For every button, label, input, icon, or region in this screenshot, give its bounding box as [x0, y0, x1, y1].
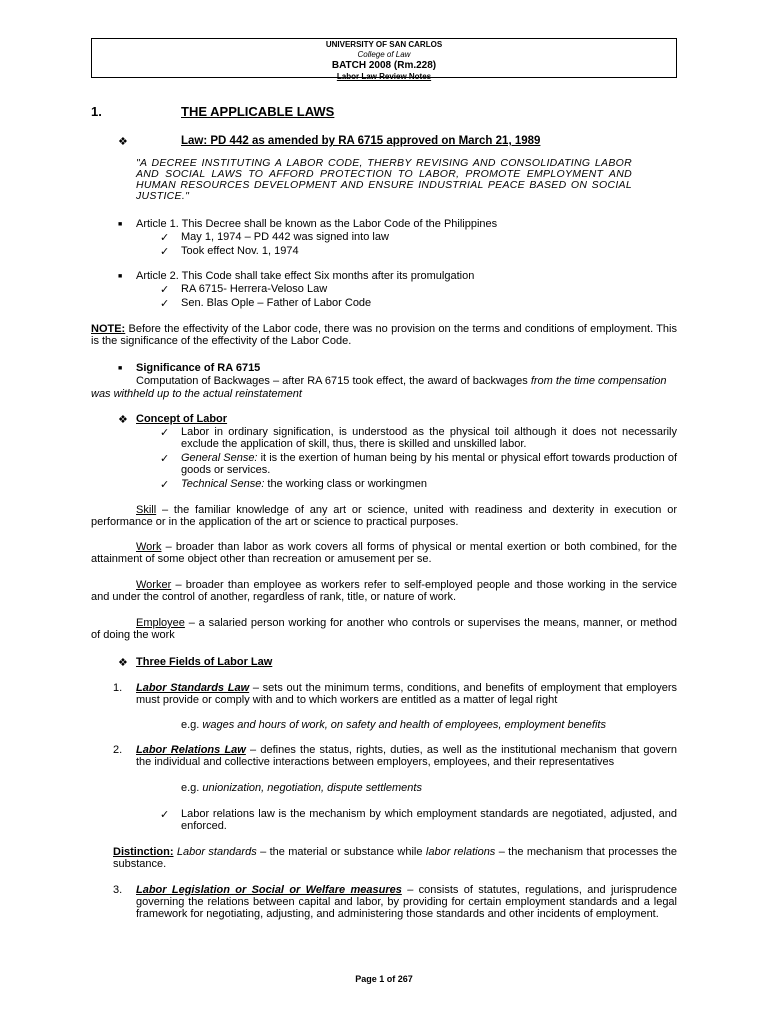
field-2-example: [181, 782, 422, 794]
concept-item-3-text: the working class or workingmen: [264, 478, 427, 490]
definition-work: [91, 541, 677, 565]
field-1-description: – sets out the minimum terms, conditions, and benefits of employment that employers must provide or comply with and to which workers are entitled as a matter of legal right: [136, 682, 677, 706]
definition-employee: [91, 617, 677, 641]
concept-item-2: [181, 452, 677, 476]
field-3-number: 3.: [113, 884, 123, 896]
distinction-label: Distinction:: [113, 846, 174, 858]
check-icon: ✓: [160, 246, 170, 258]
field-2-text: [136, 744, 677, 768]
field-2-example-prefix: e.g.: [181, 782, 203, 794]
diamond-bullet-icon: ❖: [118, 136, 128, 148]
significance-text-italic: from the time compensation was withheld up to the actual reinstatement: [91, 375, 667, 400]
field-1-number: 1.: [113, 682, 123, 694]
check-icon: ✓: [160, 453, 170, 465]
check-icon: ✓: [160, 479, 170, 491]
article-2-check-2: Sen. Blas Ople – Father of Labor Code: [181, 297, 372, 309]
distinction-b-text: – the mechanism that processes the substance.: [113, 846, 678, 870]
header-batch: BATCH 2008 (Rm.228): [331, 60, 437, 71]
concept-item-1: Labor in ordinary signification, is understood as the physical toil although it does not necessarily exclude the application of skill, thus, there is skilled and unskilled labor.: [181, 426, 677, 450]
note-paragraph: [91, 323, 677, 347]
field-3-term: Labor Legislation or Social or Welfare measures: [136, 884, 402, 896]
concept-item-2-label: General Sense:: [181, 452, 258, 464]
law-heading: Law: PD 442 as amended by RA 6715 approved on March 21, 1989: [181, 135, 541, 147]
article-2-text: Article 2. This Code shall take effect Six months after its promulgation: [136, 270, 475, 282]
definition-term: Employee: [136, 617, 185, 629]
distinction-a-term: Labor standards: [173, 846, 257, 858]
definition-worker: [91, 579, 677, 603]
article-1-check-2: Took effect Nov. 1, 1974: [181, 245, 299, 257]
article-2-check-1: RA 6715- Herrera-Veloso Law: [181, 283, 328, 295]
distinction-a-text: – the material or substance while: [256, 846, 426, 858]
definition-text: – a salaried person working for another who controls or supervises the means, manner, or method of doing the work: [91, 617, 677, 641]
diamond-bullet-icon: ❖: [118, 414, 128, 426]
concept-item-2-text: it is the exertion of human being by his mental or physical effort towards production of goods or services.: [181, 452, 678, 476]
field-2-term: Labor Relations Law: [136, 744, 246, 756]
page-footer: Page 1 of 267: [355, 974, 413, 984]
concept-item-3-label: Technical Sense:: [181, 478, 265, 490]
field-1-example-prefix: e.g.: [181, 719, 203, 731]
field-3-text: [136, 884, 677, 920]
concept-item-3: [181, 478, 427, 490]
field-1-example-text: wages and hours of work, on safety and health of employees, employment benefits: [202, 719, 606, 731]
field-2-example-text: unionization, negotiation, dispute settlements: [202, 782, 422, 794]
field-2-description: – defines the status, rights, duties, as well as the institutional mechanism that govern the individual and collective interactions between employers, employees, and their representatives: [136, 744, 677, 768]
definition-skill: [91, 504, 677, 528]
section-number: 1.: [91, 104, 102, 119]
article-1-text: Article 1. This Decree shall be known as the Labor Code of the Philippines: [136, 218, 498, 230]
article-1-check-1: May 1, 1974 – PD 442 was signed into law: [181, 231, 389, 243]
check-icon: ✓: [160, 427, 170, 439]
field-1-example: [181, 719, 606, 731]
decree-quote: "A DECREE INSTITUTING A LABOR CODE, THERBY REVISING AND CONSOLIDATING LABOR AND SOCIAL LAWS TO AFFORD PROTECTION TO LABOR, PROMOTE EMPLOYMENT AND HUMAN RESOURCES DEVELOPMENT AND ENSURE INDUSTRIAL PEACE BASED ON SOCIAL JUSTICE.": [136, 157, 632, 202]
distinction-b-term: labor relations: [425, 846, 496, 858]
square-bullet-icon: ■: [118, 221, 123, 228]
definition-term: Worker: [136, 579, 172, 591]
fields-heading: Three Fields of Labor Law: [136, 656, 273, 668]
definition-term: Skill: [136, 504, 157, 516]
section-title: THE APPLICABLE LAWS: [181, 104, 335, 119]
definition-text: – broader than employee as workers refer to self-employed people and those working in the service and under the control of another, regardless of rank, title, or nature of work.: [91, 579, 677, 603]
note-text: Before the effectivity of the Labor code, there was no provision on the terms and conditions of employment. This is the significance of the effectivity of the Labor Code.: [91, 323, 677, 347]
note-label: NOTE:: [91, 323, 126, 335]
significance-text-plain: Computation of Backwages – after RA 6715 took effect, the award of backwages: [136, 375, 531, 387]
document-header: [91, 38, 677, 81]
concept-heading: Concept of Labor: [136, 413, 228, 425]
definition-text: – broader than labor as work covers all forms of physical or mental exertion or both combined, for the attainment of some object other than recreation or amusement per se.: [91, 541, 677, 565]
header-college: College of Law: [357, 50, 411, 59]
significance-heading: Significance of RA 6715: [136, 362, 261, 374]
header-university: UNIVERSITY OF SAN CARLOS: [325, 40, 443, 49]
diamond-bullet-icon: ❖: [118, 657, 128, 669]
distinction-paragraph: [113, 846, 677, 870]
field-2-number: 2.: [113, 744, 123, 756]
check-icon: ✓: [160, 232, 170, 244]
definition-text: – the familiar knowledge of any art or science, united with readiness and dexterity in execution or performance or in the application of the art or science to practical purposes.: [91, 504, 677, 528]
header-notes-title: Labor Law Review Notes: [336, 72, 432, 81]
check-icon: ✓: [160, 298, 170, 310]
check-icon: ✓: [160, 809, 170, 821]
significance-text: [91, 375, 677, 400]
field-3-description: – consists of statutes, regulations, and jurisprudence governing the relations between capital and labor, by providing for certain employment standards and a legal framework for negotiating, adjusting, and administering those standards and other incidents of employment.: [136, 884, 678, 920]
check-icon: ✓: [160, 284, 170, 296]
definition-term: Work: [136, 541, 162, 553]
square-bullet-icon: ■: [118, 365, 123, 372]
square-bullet-icon: ■: [118, 273, 123, 280]
field-1-text: [136, 682, 677, 706]
field-1-term: Labor Standards Law: [136, 682, 250, 694]
field-2-check: Labor relations law is the mechanism by which employment standards are negotiated, adjusted, and enforced.: [181, 808, 677, 832]
